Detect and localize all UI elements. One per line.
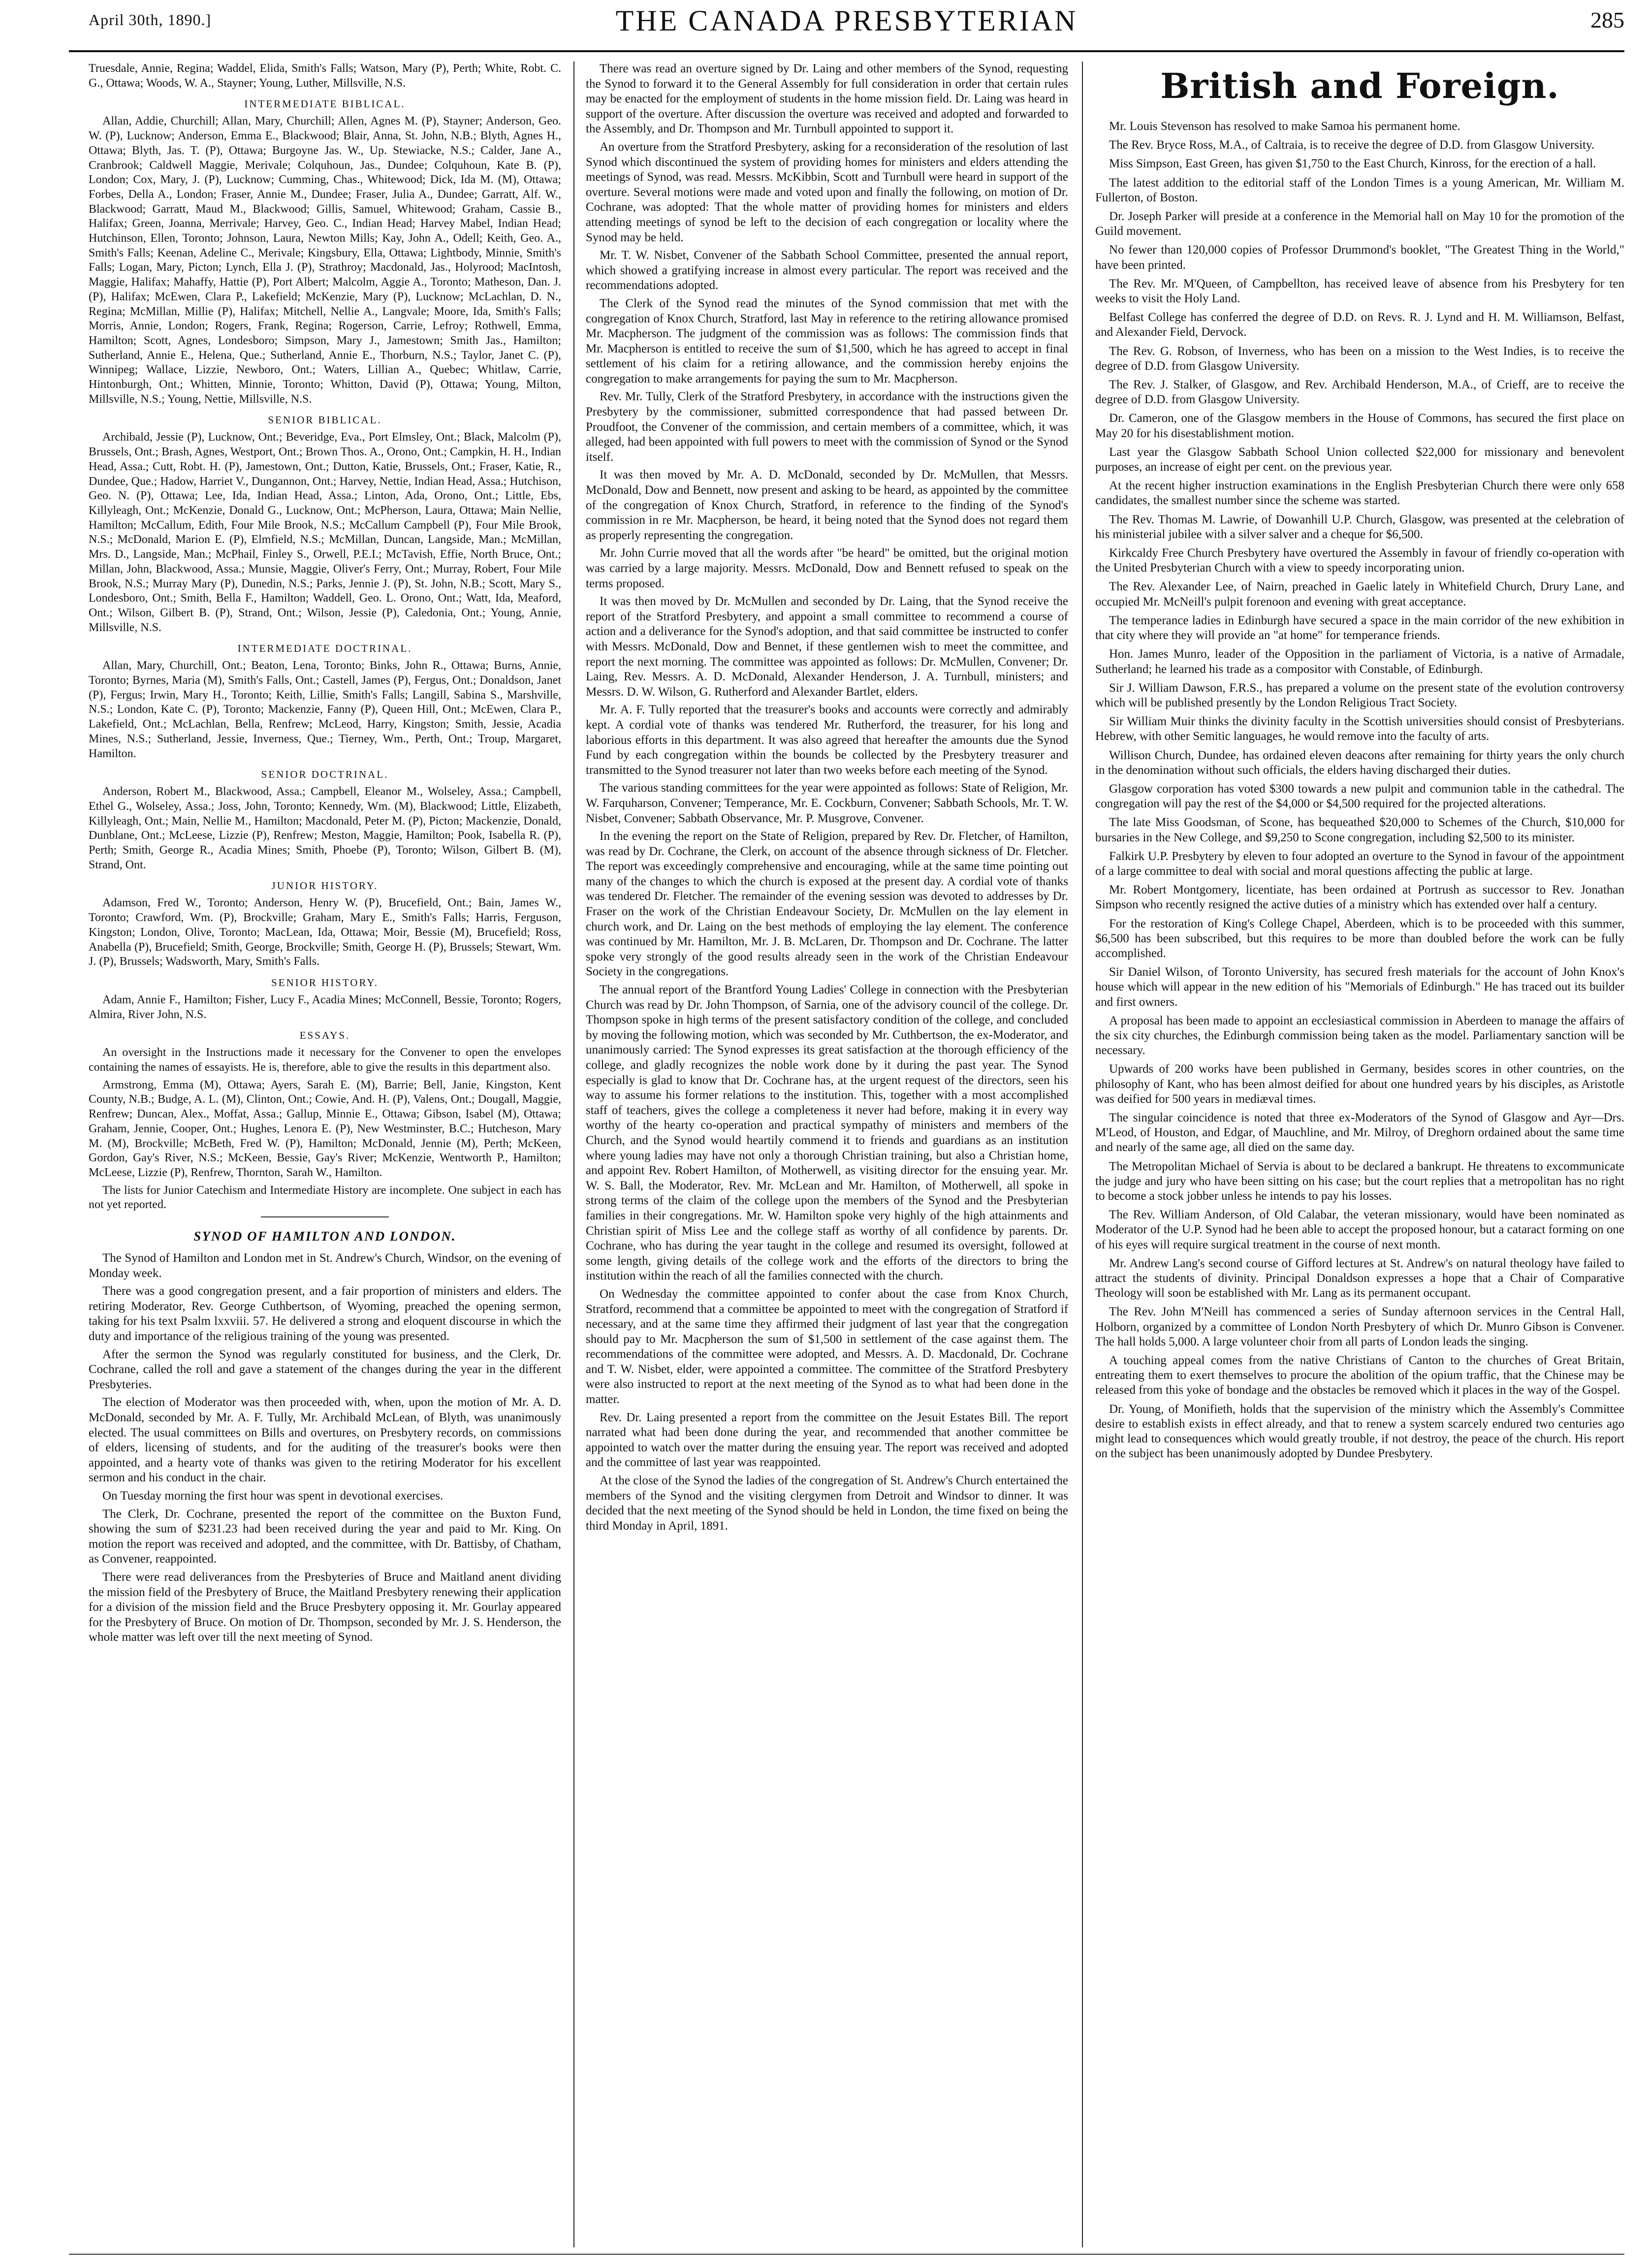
news-item: For the restoration of King's College Chapel, Aberdeen, which is to be proceeded with this summer, $6,500 has been subscribed, but this requires to be more than doubled before the work can be fully accomplished. — [1095, 917, 1624, 960]
section-heading-senior-history: SENIOR HISTORY. — [271, 976, 379, 989]
issue-date: April 30th, 1890.] — [89, 11, 212, 29]
section-heading-essays: ESSAYS. — [299, 1029, 350, 1042]
article-paragraph: There were read deliverances from the Presbyteries of Bruce and Maitland anent dividing the mission field of the Presbytery of Bruce, the Maitland Presbytery renewing their application for a division of the mission field and the Bruce Presbytery opposing it. Mr. Gourlay appeared for the Presbytery of Bruce. On motion of Dr. Thompson, seconded by Mr. J. S. Henderson, the whole matter was left over till the next meeting of Synod. — [89, 1570, 561, 1644]
section-divider — [261, 1216, 389, 1217]
article-paragraph: At the close of the Synod the ladies of the congregation of St. Andrew's Church entertained the members of the Synod and the visiting clergymen from Detroit and Windsor to dinner. It was decided that the next meeting of the Synod should be held in London, the time fixed on being the third Monday in April, 1891. — [586, 1474, 1068, 1533]
news-item: A proposal has been made to appoint an ecclesiastical commission in Aberdeen to manage the affairs of the six city churches, the Edinburgh commission being taken as the model. Parliamentary sanction will be necessary. — [1095, 1014, 1624, 1057]
news-item: Dr. Young, of Monifieth, holds that the supervision of the ministry which the Assembly's Committee desire to establish exists in effect already, and that to renew a system scarcely endured two centuries ago might lead to consequences which would greatly trouble, if not destroy, the peace of the church. His report on the subject has been unanimously adopted by Dundee Presbytery. — [1095, 1402, 1624, 1461]
article-paragraph: Mr. T. W. Nisbet, Convener of the Sabbath School Committee, presented the annual report, which showed a gratifying increase in almost every particular. The report was received and the recommendations adopted. — [586, 249, 1068, 292]
section-heading-junior-history: JUNIOR HISTORY. — [271, 880, 379, 892]
news-item: Mr. Louis Stevenson has resolved to make Samoa his permanent home. — [1109, 120, 1460, 133]
news-item: Sir William Muir thinks the divinity faculty in the Scottish universities should consist of Presbyterians. Hebrew, with other Semitic languages, he would remove into the faculty of arts. — [1095, 715, 1624, 743]
news-item: Willison Church, Dundee, has ordained eleven deacons after remaining for thirty years the only church in the denomination without such officials, the elders having discharged their duties. — [1095, 748, 1624, 777]
header-rule — [69, 50, 1624, 52]
news-item: The Rev. Alexander Lee, of Nairn, preached in Gaelic lately in Whitefield Church, Drury Lane, and occupied Mr. McNeill's pulpit forenoon and evening with great acceptance. — [1095, 580, 1624, 608]
article-paragraph: The various standing committees for the year were appointed as follows: State of Religion, Mr. W. Farquharson, Convener; Temperance, Mr. E. Cockburn, Convener; Sabbath Schools, Mr. T. W. Nisbet, Convener; Sabbath Observance, Mr. P. Musgrove, Convener. — [586, 781, 1068, 825]
news-item: The temperance ladies in Edinburgh have secured a space in the main corridor of the new exhibition in that city where they will provide an "at home" for temperance friends. — [1095, 613, 1624, 642]
list-senior-doctrinal: Anderson, Robert M., Blackwood, Assa.; Campbell, Eleanor M., Wolseley, Assa.; Campbell, Ethel G., Wolseley, Assa.; Joss, John, Toronto; Kennedy, Wm. (M), Blackwood; Little, Elizabeth, Killyleagh, Ont.; Main, Nellie M., Hamilton; Macdonald, Peter M. (P), Picton; Mackenzie, Donald, Dunblane, Ont.; McLeese, Lizzie (P), Renfrew; Meston, Maggie, Hamilton; Pook, Isabella R. (P), Perth; Smith, George R., Acadia Mines; Smith, Phoebe (P), Toronto; Wilson, Gilbert B. (M), Strand, Ont. — [89, 785, 561, 871]
continued-list: Truesdale, Annie, Regina; Waddel, Elida, Smith's Falls; Watson, Mary (P), Perth; White, Robt. C. G., Ottawa; Woods, W. A., Stayner; Young, Luther, Millsville, N.S. — [89, 62, 561, 90]
section-heading-senior-biblical: SENIOR BIBLICAL. — [268, 414, 382, 426]
article-paragraph: It was then moved by Mr. A. D. McDonald, seconded by Dr. McMullen, that Messrs. McDonald, Dow and Bennett, now present and asking to be heard, as appointed by the committee of the congregation of Knox Church, Stratford, in reference to the finding of the Synod's commission in re Mr. Macpherson, be heard, it being noted that the Synod does not regard them as properly representing the congregation. — [586, 468, 1068, 542]
article-paragraph: The Clerk of the Synod read the minutes of the Synod commission that met with the congregation of Knox Church, Stratford, last May in reference to the retiring allowance promised Mr. Macpherson. The judgment of the commission was as follows: The commission finds that Mr. Macpherson is entitled to receive the sum of $1,500, which he has agreed to accept in final settlement of his claim for a retiring allowance, and the commission hereby enjoins the congregation to make arrangements for paying the sum to Mr. Macpherson. — [586, 296, 1068, 385]
article-paragraph: After the sermon the Synod was regularly constituted for business, and the Clerk, Dr. Cochrane, called the roll and gave a statement of the changes during the year in the different Presbyteries. — [89, 1347, 561, 1391]
news-item: The latest addition to the editorial staff of the London Times is a young American, Mr. William M. Fullerton, of Boston. — [1095, 176, 1624, 204]
essays-note: An oversight in the Instructions made it necessary for the Convener to open the envelopes containing the names of essayists. He is, therefore, able to give the results in this department also. — [89, 1046, 561, 1074]
news-item: Belfast College has conferred the degree of D.D. on Revs. R. J. Lynd and H. M. Williamson, Belfast, and Alexander Field, Dervock. — [1095, 311, 1624, 339]
news-item: No fewer than 120,000 copies of Professor Drummond's booklet, "The Greatest Thing in the World," have been printed. — [1095, 243, 1624, 272]
article-paragraph: The Synod of Hamilton and London met in St. Andrew's Church, Windsor, on the evening of Monday week. — [89, 1251, 561, 1280]
article-paragraph: There was a good congregation present, and a fair proportion of ministers and elders. The retiring Moderator, Rev. George Cuthbertson, of Wyoming, preached the opening sermon, taking for his text Psalm lxxviii. 57. He delivered a strong and eloquent discourse in which the duty and importance of the religious training of the young was presented. — [89, 1284, 561, 1343]
news-item: The Rev. Mr. M'Queen, of Campbellton, has received leave of absence from his Presbytery for ten weeks to visit the Holy Land. — [1095, 277, 1624, 306]
news-item: At the recent higher instruction examinations in the English Presbyterian Church there were only 658 candidates, the smallest number since the scheme was started. — [1095, 479, 1624, 508]
news-item: Sir Daniel Wilson, of Toronto University, has secured fresh materials for the account of John Knox's house which will appear in the new edition of his "Memorials of Edinburgh." He has traced out its builder and first owners. — [1095, 965, 1624, 1009]
article-paragraph: The election of Moderator was then proceeded with, when, upon the motion of Mr. A. D. McDonald, seconded by Mr. A. F. Tully, Mr. Archibald McLean, of Blyth, was unanimously elected. The usual committees on Bills and overtures, on Presbytery records, on commissions of elders, licensing of students, and for the auditing of the treasurer's books were then appointed, and a hearty vote of thanks was given to the retiring Moderator for his excellent sermon and his conduct in the chair. — [89, 1396, 561, 1485]
column-rule — [1082, 62, 1083, 2247]
section-title-british-foreign: British and Foreign. — [1160, 65, 1559, 106]
news-item: The late Miss Goodsman, of Scone, has bequeathed $20,000 to Schemes of the Church, $10,000 for bursaries in the New College, and $9,250 to Scone congregation, including $2,500 to its minister. — [1095, 816, 1624, 844]
article-paragraph: Rev. Mr. Tully, Clerk of the Stratford Presbytery, in accordance with the instructions given the Presbytery by the commissioner, submitted correspondence that had passed between Dr. Proudfoot, the Convener of the commission, and certain members of a committee, which, it was alleged, had been appointed with full powers to meet with the commission of Synod or the Synod itself. — [586, 390, 1068, 464]
list-intermediate-doctrinal: Allan, Mary, Churchill, Ont.; Beaton, Lena, Toronto; Binks, John R., Ottawa; Burns, Annie, Toronto; Byrnes, Maria (M), Smith's Falls, Ont.; Castell, James (P), Fergus, Ont.; Donaldson, Janet (P), Fergus; Irwin, Mary H., Toronto; Keith, Lillie, Smith's Falls; Langill, Sabina S., Marshville, N.S.; London, Kate C. (P), Toronto; Mackenzie, Fanny (P), Queen Hill, Ont.; McEwen, Clara P., Lakefield, Ont.; McLachlan, Bella, Renfrew; McLeod, Harry, Kingston; Smith, Jessie, Acadia Mines, N.S.; Sutherland, Jessie, Inverness, Que.; Tierney, Wm., Perth, Ont.; Troup, Margaret, Hamilton. — [89, 659, 561, 760]
news-item: Sir J. William Dawson, F.R.S., has prepared a volume on the present state of the evolution controversy which will be published presently by the London Religious Tract Society. — [1095, 681, 1624, 709]
article-paragraph: Mr. A. F. Tully reported that the treasurer's books and accounts were correctly and admirably kept. A cordial vote of thanks was tendered Mr. Rutherford, the treasurer, for his long and laborious efforts in this department. It was also agreed that hereafter the amounts due the Synod Fund by each congregation within the bounds be collected by the Presbytery treasurer and transmitted to the Synod treasurer not later than two weeks before each meeting of the Synod. — [586, 703, 1068, 777]
section-heading-intermediate-biblical: INTERMEDIATE BIBLICAL. — [244, 98, 406, 110]
section-heading-senior-doctrinal: SENIOR DOCTRINAL. — [261, 768, 389, 781]
running-header — [69, 0, 1624, 54]
article-paragraph: On Wednesday the committee appointed to confer about the case from Knox Church, Stratford, recommend that a committee be appointed to meet with the congregation of Stratford if necessary, and at the same time they affirmed their judgment of last year that the congregation should pay to Mr. Macpherson the sum of $1,500 in settlement of the case against them. The recommendations of the committee were adopted, and Messrs. A. D. Macdonald, Dr. Cochrane and T. W. Nisbet, elder, were appointed a committee. The committee of the Stratford Presbytery were also instructed to report at the next meeting of the Synod as to what had been done in the matter. — [586, 1287, 1068, 1406]
column-2 — [586, 62, 1068, 2247]
column-rule — [573, 62, 574, 2247]
essays-footnote: The lists for Junior Catechism and Intermediate History are incomplete. One subject in each has not yet reported. — [89, 1183, 561, 1212]
column-3 — [1095, 62, 1624, 2247]
article-paragraph: On Tuesday morning the first hour was spent in devotional exercises. — [102, 1489, 444, 1503]
news-item: Dr. Joseph Parker will preside at a conference in the Memorial hall on May 10 for the promotion of the Guild movement. — [1095, 210, 1624, 238]
news-item: Last year the Glasgow Sabbath School Union collected $22,000 for missionary and benevolent purposes, an increase of eight per cent. on the previous year. — [1095, 445, 1624, 474]
news-item: Hon. James Munro, leader of the Opposition in the parliament of Victoria, is a native of Armadale, Sutherland; he learned his trade as a compositor with Constable, of Edinburgh. — [1095, 647, 1624, 676]
news-item: Falkirk U.P. Presbytery by eleven to four adopted an overture to the Synod in favour of the appointment of a large committee to deal with social and moral questions affecting the public at large. — [1095, 849, 1624, 878]
news-item: Miss Simpson, East Green, has given $1,750 to the East Church, Kinross, for the erection of a hall. — [1109, 157, 1596, 171]
news-item: Kirkcaldy Free Church Presbytery have overtured the Assembly in favour of friendly co-operation with the United Presbyterian Church with a view to speedy incorporating union. — [1095, 546, 1624, 575]
news-item: Dr. Cameron, one of the Glasgow members in the House of Commons, has secured the first place on May 20 for his disestablishment motion. — [1095, 412, 1624, 440]
list-essays: Armstrong, Emma (M), Ottawa; Ayers, Sarah E. (M), Barrie; Bell, Janie, Kingston, Kent County, N.B.; Budge, A. L. (M), Clinton, Ont.; Cowie, And. H. (P), Valens, Ont.; Dougall, Maggie, Renfrew; Duncan, Alex., Moffat, Assa.; Gallup, Minnie E., Ottawa; Gibson, Isabel (M), Ottawa; Graham, Jennie, Cooper, Ont.; Hughes, Lenora E. (P), New Westminster, B.C.; Hutcheson, Mary M. (M), Brockville; McBeth, Fred W. (P), Hamilton; McDonald, Jennie (M), Perth; McKeen, Gordon, Gay's River, N.S.; McKeen, Bessie, Gay's River; McKenzie, Wentworth P., Hamilton; McLeese, Lizzie (P), Renfrew, Thornton, Sarah W., Hamilton. — [89, 1078, 561, 1179]
article-paragraph: The Clerk, Dr. Cochrane, presented the report of the committee on the Buxton Fund, showing the sum of $231.23 had been received during the year and paid to Mr. King. On motion the report was received and adopted, and the committee, with Dr. Battisby, of Chatham, as Convener, reappointed. — [89, 1507, 561, 1566]
article-paragraph: It was then moved by Dr. McMullen and seconded by Dr. Laing, that the Synod receive the report of the Stratford Presbytery, and appoint a small committee to recommend a course of action and a deliverance for the Synod's adoption, and that said committee be instructed to confer with Messrs. McDonald, Dow and Bennet, if these gentlemen wish to meet the committee, and report the next morning. The committee was appointed as follows: Dr. McMullen, Convener; Dr. Laing, Rev. Messrs. A. D. McDonald, Alexander Henderson, J. A. Turnbull, ministers; and Messrs. D. W. Wilson, G. Rutherford and Alexander Bartlet, elders. — [586, 595, 1068, 699]
article-paragraph: An overture from the Stratford Presbytery, asking for a reconsideration of the resolution of last Synod which discontinued the system of providing homes for ministers and elders attending the meetings of Synod, was read. Messrs. McKibbin, Scott and Turnbull were heard in support of the overture. Several motions were made and voted upon and finally the following, on motion of Dr. Cochrane, was adopted: That the whole matter of providing homes for ministers and elders attending meetings of synod be left to the decision of each congregation or locality where the Synod may be held. — [586, 140, 1068, 244]
news-item: The Rev. John M'Neill has commenced a series of Sunday afternoon services in the Central Hall, Holborn, organized by a committee of London North Presbytery of which Dr. Munro Gibson is Convener. The hall holds 5,000. A large volunteer choir from all parts of London leads the singing. — [1095, 1305, 1624, 1348]
news-item: Mr. Andrew Lang's second course of Gifford lectures at St. Andrew's on natural theology have failed to attract the students of divinity. Principal Donaldson expresses a hope that a Chair of Comparative Theology will soon be established with Mr. Lang as its permanent occupant. — [1095, 1256, 1624, 1300]
news-item: Upwards of 200 works have been published in Germany, besides scores in other countries, on the philosophy of Kant, who has been almost deified for about one hundred years by his disciples, as Aristotle was deified for 500 years in mediæval times. — [1095, 1062, 1624, 1106]
list-intermediate-biblical: Allan, Addie, Churchill; Allan, Mary, Churchill; Allen, Agnes M. (P), Stayner; Anderson, Geo. W. (P), Lucknow; Anderson, Emma E., Blackwood; Blair, Anna, St. John, N.B.; Blyth, Agnes H., Ottawa; Blyth, Jas. T. (P), Ottawa; Burgoyne Jas. W., Up. Stewiacke, N.S.; Calder, Jane A., Cranbrook; Caldwell Maggie, Merivale; Colquhoun, Jas., Dundee; Colquhoun, Kate B. (P), London; Cox, Mary, J. (P), Lucknow; Cumming, Chas., Whitewood; Dick, Ida M. (M), Ottawa; Forbes, Della A., London; Fraser, Annie M., Dundee; Fraser, Julia A., Dundee; Garratt, Alf. W., Blackwood; Garratt, Maud M., Blackwood; Gillis, Samuel, Whitewood; Graham, Cassie B., Halifax; Green, Joanna, Merrivale; Harvey, Geo. C., Indian Head; Harvey Mabel, Indian Head; Hutchinson, Ellen, Toronto; Johnson, Laura, Newton Mills; Kay, John A., Odell; Keith, Geo. A., Smith's Falls; Keenan, Adeline C., Merivale; Kingsbury, Ella, Ottawa; Lightbody, Minnie, Smith's Falls; Logan, Mary, Picton; Lynch, Ella J. (P), Strathroy; Macdonald, Jas., Holyrood; MacIntosh, Maggie, Halifax; Mahaffy, Hattie (P), Port Albert; Malcolm, Aggie A., Toronto; Matheson, Dan. J. (P), Halifax; McEwen, Clara P., Lakefield; McKenzie, Mary (P), Lucknow; McLachlan, D. N., Regina; McMillan, Millie (P), Halifax; Mitchell, Nellie A., Langvale; Moore, Ida, Smith's Falls; Morris, Annie, London; Rogers, Frank, Regina; Rogerson, Carrie, Lefroy; Rothwell, Emma, Hamilton; Scott, Agnes, Londesboro; Simpson, Mary J., Jamestown; Smith Jas., Hamilton; Sutherland, Annie E., Helena, Que.; Sutherland, Annie E., Thorburn, N.S.; Taylor, Janet C. (P), Winnipeg; Wallace, Lizzie, Newboro, Ont.; Waters, Lillian A., Quebec; Whitlaw, Carrie, Hintonburgh, Ont.; Whitten, Minnie, Toronto; Whitton, David (P), Ottawa; Young, Milton, Millsville, N.S.; Young, Nettie, Millsville, N.S. — [89, 115, 561, 406]
news-item: Mr. Robert Montgomery, licentiate, has been ordained at Portrush as successor to Rev. Jonathan Simpson who recently resigned the active duties of a ministry which has extended over half a century. — [1095, 883, 1624, 912]
article-title-synod: SYNOD OF HAMILTON AND LONDON. — [193, 1229, 456, 1244]
news-item: The Rev. G. Robson, of Inverness, who has been on a mission to the West Indies, is to receive the degree of D.D. from Glasgow University. — [1095, 344, 1624, 373]
article-paragraph: The annual report of the Brantford Young Ladies' College in connection with the Presbyterian Church was read by Dr. John Thompson, of Sarnia, one of the advisory council of the college. Dr. Thompson spoke in high terms of the present satisfactory condition of the college, and concluded by moving the following motion, which was seconded by Mr. Cuthbertson, the ex-Moderator, and unanimously carried: The Synod expresses its great satisfaction at the thorough efficiency of the college, and gladly recognizes the noble work done by it during the past year. The Synod especially is glad to know that Dr. Cochrane has, at the urgent request of the directors, seen his way to assume his former relations to the institution. This, together with a most accomplished staff of teachers, gives the college a completeness it never had before, making it in every way worthy of the hearty co-operation and practical sympathy of ministers and members of the Church, and the Synod would heartily commend it to friends and guardians as an institution where young ladies may have not only a thorough Christian training, but also a Christian home, and appoint Rev. Robert Hamilton, of Motherwell, as visiting director for the ensuing year. Mr. W. S. Ball, the Moderator, Rev. Mr. McLean and Mr. Hamilton, of Motherwell, all spoke in strong terms of the claim of the college upon the members of the Synod and the Presbyterian families in their congregations. Mr. W. Hamilton spoke very highly of the high attainments and Christian spirit of Miss Lee and the college staff as worthy of all confidence by parents. Dr. Cochrane, who has during the year taught in the college and resumed its oversight, followed at some length, giving details of the college work and the efforts of the directors to bring the institution within the reach of all the families connected with the church. — [586, 983, 1068, 1283]
news-item: Glasgow corporation has voted $300 towards a new pulpit and communion table in the cathedral. The congregation will pay the rest of the $4,000 or $4,500 required for the projected alterations. — [1095, 782, 1624, 811]
news-item: The Metropolitan Michael of Servia is about to be declared a bankrupt. He threatens to excommunicate the judge and jury who have been sitting on his case; but the court replies that a metropolitan has no right to become a stock jobber unless he intends to pay his losses. — [1095, 1159, 1624, 1203]
news-item: The singular coincidence is noted that three ex-Moderators of the Synod of Glasgow and Ayr—Drs. M'Leod, of Houston, and Edgar, of Mauchline, and Mr. Milroy, of Dreghorn ordained about the same time and nearly of the same age, all died on the same day. — [1095, 1111, 1624, 1154]
section-heading-intermediate-doctrinal: INTERMEDIATE DOCTRINAL. — [237, 642, 412, 655]
synod-article-body — [89, 1251, 561, 1645]
article-paragraph: Mr. John Currie moved that all the words after "be heard" be omitted, but the original motion was carried by a large majority. Messrs. McDonald, Dow and Bennett refused to speak on the terms proposed. — [586, 546, 1068, 590]
column-1 — [89, 62, 561, 2247]
list-senior-biblical: Archibald, Jessie (P), Lucknow, Ont.; Beveridge, Eva., Port Elmsley, Ont.; Black, Malcolm (P), Brussels, Ont.; Brash, Agnes, Westport, Ont.; Brown Thos. A., Orono, Ont.; Campkin, H. H., Indian Head, Assa.; Cutt, Robt. H. (P), Jamestown, Ont.; Dutton, Katie, Brussels, Ont.; Fraser, Katie, R., Dundee, Que.; Hadow, Harriet V., Dungannon, Ont.; Harvey, Nettie, Indian Head, Assa.; Hutchison, Geo. N. (P), Ottawa; Lee, Ida, Indian Head, Assa.; Linton, Ada, Orono, Ont.; Little, Ebs, Killyleagh, Ont.; McKenzie, Donald G., Lucknow, Ont.; McPherson, Laura, Ottawa; Main Nellie, Hamilton; McCallum, Edith, Four Mile Brook, N.S.; McCallum Campbell (P), Four Mile Brook, N.S.; McDonald, Marion E. (P), Elmfield, N.S.; McMillan, Duncan, Langside, Man.; McMillan, Mrs. D., Langside, Man.; McPhail, Finley S., Orwell, P.E.I.; McTavish, Effie, North Bruce, Ont.; Millan, John, Blackwood, Assa.; Munsie, Maggie, Oliver's Ferry, Ont.; Murray, Robert, Four Mile Brook, N.S.; Murray Mary (P), Dunedin, N.S.; Parks, Jennie J. (P), St. John, N.B.; Scott, Mary S., Londesboro, Ont.; Smith, Bella F., Hamilton; Waddell, Geo. L. Orono, Ont.; Watt, Ida, Meaford, Ont.; Wilson, Gilbert B. (P), Strand, Ont.; Wilson, Jessie (P), Caledonia, Ont.; Young, Annie, Millsville, N.S. — [89, 431, 561, 634]
page-number: 285 — [1590, 7, 1624, 32]
news-item: A touching appeal comes from the native Christians of Canton to the churches of Great Britain, entreating them to exert themselves to procure the abolition of the opium traffic, that the Chinese may be released from this yoke of bondage and the obstacles be removed which it places in the way of the Gospel. — [1095, 1354, 1624, 1397]
list-junior-history: Adamson, Fred W., Toronto; Anderson, Henry W. (P), Brucefield, Ont.; Bain, James W., Toronto; Crawford, Wm. (P), Brockville; Graham, Mary E., Smith's Falls; Harris, Ferguson, Kingston; London, Olive, Toronto; MacLean, Ida, Ottawa; Moir, Bessie (M), Brucefield; Ross, Anabella (P), Brucefield; Smith, George, Brockville; Smith, George H. (P), Brussels; Stewart, Wm. J. (P), Brussels; Wadsworth, Mary, Smith's Falls. — [89, 896, 561, 968]
article-paragraph: There was read an overture signed by Dr. Laing and other members of the Synod, requesting the Synod to forward it to the General Assembly for full consideration in order that certain rules may be enacted for the employment of students in the home mission field. Dr. Laing was heard in support of the overture. After discussion the overture was received and adopted and forwarded to the Assembly, and Dr. Thompson and Mr. Turnbull appointed to support it. — [586, 62, 1068, 136]
article-paragraph: In the evening the report on the State of Religion, prepared by Rev. Dr. Fletcher, of Hamilton, was read by Dr. Cochrane, the Clerk, on account of the absence through sickness of Dr. Fletcher. The report was exceedingly comprehensive and encouraging, while at the same time pointing out many of the changes to which the church is exposed at the present day. A cordial vote of thanks was tendered Dr. Fletcher. The remainder of the evening session was devoted to addresses by Dr. Fraser on the work of the Christian Endeavour Society, Dr. McMullen on the lay element in church work, and Dr. Laing on the best methods of employing the lay element. The conference was continued by Mr. Hamilton, Mr. J. B. McLaren, Dr. Thompson and Dr. Cochrane. The latter spoke very strongly of the good results already seen in the work of the Christian Endeavour Society in the congregations. — [586, 830, 1068, 979]
list-senior-history: Adam, Annie F., Hamilton; Fisher, Lucy F., Acadia Mines; McConnell, Bessie, Toronto; Rogers, Almira, River John, N.S. — [89, 993, 561, 1021]
news-item: The Rev. William Anderson, of Old Calabar, the veteran missionary, would have been nominated as Moderator of the U.P. Synod had he been able to accept the proposed honour, but a cataract forming on one of his eyes will require surgical treatment in the course of next month. — [1095, 1208, 1624, 1251]
news-item: The Rev. Bryce Ross, M.A., of Caltraia, is to receive the degree of D.D. from Glasgow University. — [1109, 138, 1595, 152]
news-item: The Rev. Thomas M. Lawrie, of Dowanhill U.P. Church, Glasgow, was presented at the celebration of his ministerial jubilee with a silver salver and a cheque for $6,500. — [1095, 512, 1624, 541]
page-bottom-rule — [69, 2254, 1624, 2255]
news-item: The Rev. J. Stalker, of Glasgow, and Rev. Archibald Henderson, M.A., of Crieff, are to receive the degree of D.D. from Glasgow University. — [1095, 378, 1624, 407]
newspaper-title: THE CANADA PRESBYTERIAN — [615, 4, 1078, 37]
article-paragraph: Rev. Dr. Laing presented a report from the committee on the Jesuit Estates Bill. The report narrated what had been done during the year, and recommended that another committee be appointed to watch over the matter during the ensuing year. The report was received and adopted and the committee of last year was reappointed. — [586, 1410, 1068, 1469]
